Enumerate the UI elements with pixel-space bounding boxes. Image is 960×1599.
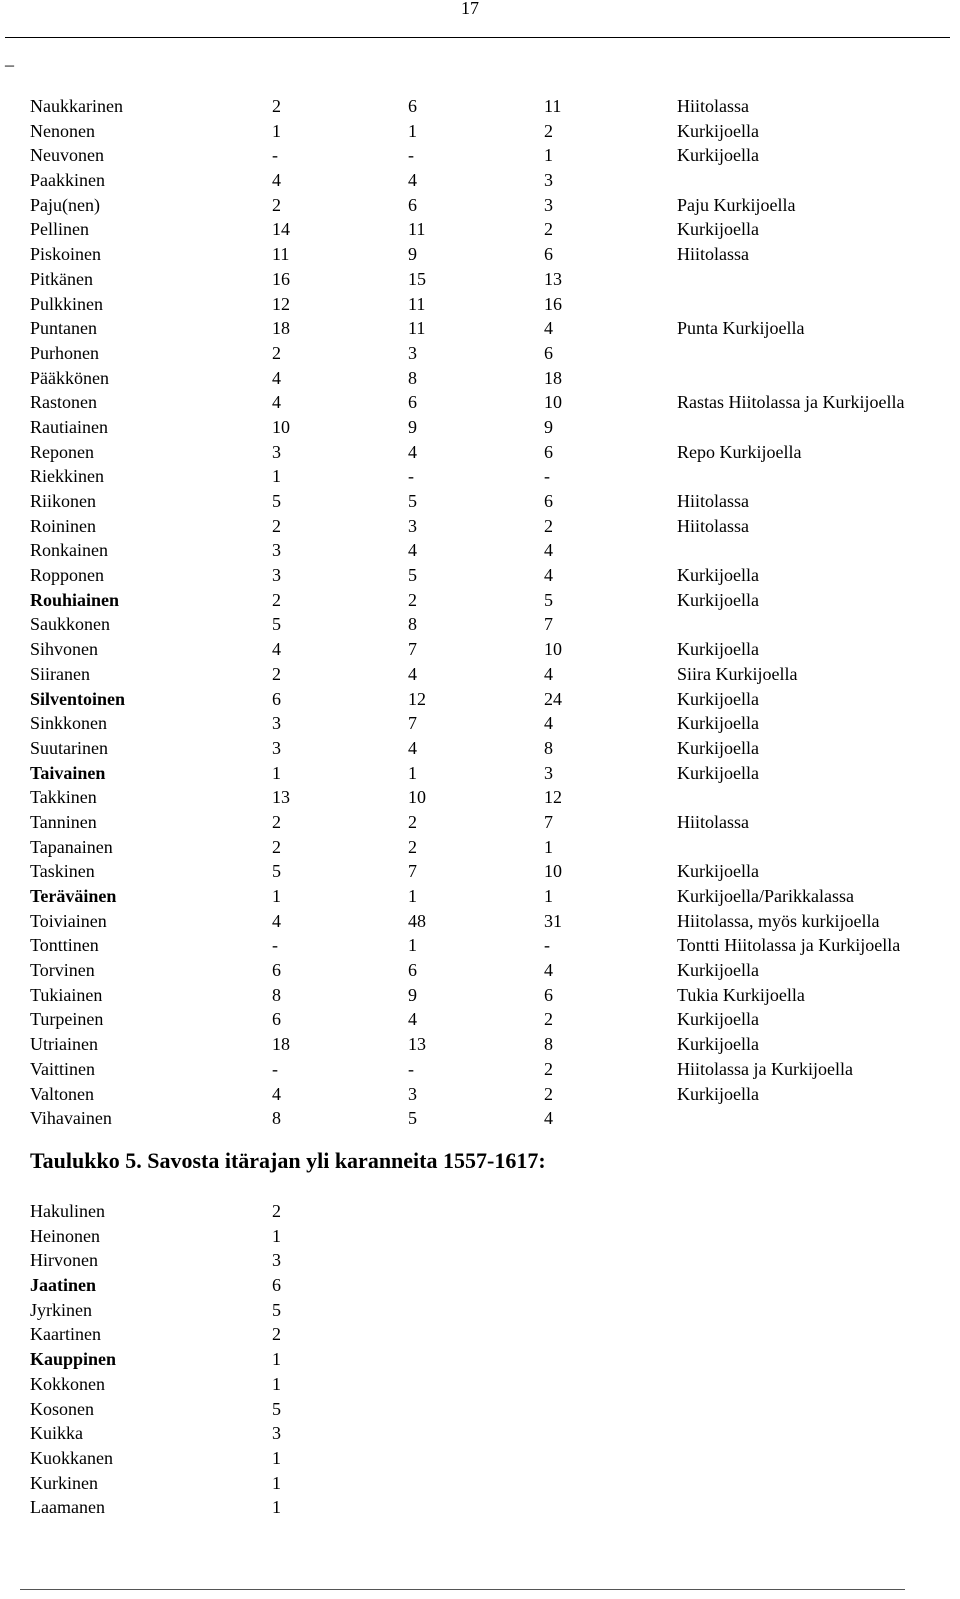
count-cell-2: 8 <box>408 367 417 388</box>
surname-cell: Puntanen <box>30 318 97 339</box>
table-row <box>30 415 955 440</box>
surname-cell: Tonttinen <box>30 935 99 956</box>
count-cell-3: 1 <box>544 886 553 906</box>
count-cell-3: 4 <box>544 1108 553 1129</box>
count-cell-3: 18 <box>544 367 562 388</box>
surname-cell: Kuikka <box>30 1423 83 1444</box>
surname-cell: Reponen <box>30 441 94 462</box>
table-row <box>30 193 955 218</box>
count-cell-2: 8 <box>408 614 417 635</box>
surname-cell: Silventoinen <box>30 688 126 709</box>
count-cell-2: 4 <box>408 737 417 758</box>
place-cell: Repo Kurkijoella <box>677 441 802 462</box>
count-cell-2: 15 <box>408 268 426 289</box>
table-row <box>30 1421 430 1446</box>
place-cell: Kurkijoella <box>677 145 759 166</box>
count-cell-3: 4 <box>544 960 553 981</box>
place-cell: Kurkijoella <box>677 960 759 981</box>
table-row <box>30 785 955 810</box>
table-row <box>30 1298 430 1323</box>
count-cell-3: 4 <box>544 318 553 339</box>
table-row <box>30 1199 430 1224</box>
surname-cell: Sihvonen <box>30 639 99 660</box>
surname-cell: Jyrkinen <box>30 1299 92 1320</box>
count-cell-3: - <box>544 935 550 956</box>
count-cell-1: 4 <box>272 367 281 388</box>
count-cell-2: 6 <box>408 194 417 215</box>
surname-cell: Utriainen <box>30 1034 98 1055</box>
table-row <box>30 1032 955 1057</box>
count-cell-3: 10 <box>544 392 562 413</box>
count-cell-3: - <box>544 466 550 487</box>
table-row <box>30 1273 430 1298</box>
count-cell: 5 <box>272 1299 281 1320</box>
count-cell-2: 4 <box>408 1009 417 1030</box>
surname-cell: Kauppinen <box>30 1349 117 1370</box>
count-cell-3: 2 <box>544 219 553 240</box>
surname-cell: Tukiainen <box>30 984 103 1005</box>
table-row <box>30 859 955 884</box>
place-cell: Kurkijoella <box>677 589 759 610</box>
count-cell-1: 3 <box>272 737 281 758</box>
place-cell: Kurkijoella <box>677 861 759 882</box>
table-row <box>30 612 955 637</box>
table-row <box>30 933 955 958</box>
table-row <box>30 514 955 539</box>
count-cell-2: - <box>408 145 414 166</box>
place-cell: Tukia Kurkijoella <box>677 984 805 1005</box>
surname-cell: Turpeinen <box>30 1009 104 1030</box>
place-cell: Rastas Hiitolassa ja Kurkijoella <box>677 392 905 413</box>
surname-cell: Paakkinen <box>30 170 105 191</box>
count-cell-1: 1 <box>272 466 281 487</box>
count-cell: 1 <box>272 1225 281 1246</box>
count-cell-1: 1 <box>272 762 281 783</box>
count-cell-2: - <box>408 1058 414 1079</box>
surname-cell: Rastonen <box>30 392 97 413</box>
table-row <box>30 119 955 144</box>
count-cell-2: 1 <box>408 935 417 956</box>
surname-cell: Hakulinen <box>30 1201 105 1221</box>
count-cell-3: 3 <box>544 170 553 191</box>
place-cell: Kurkijoella <box>677 565 759 586</box>
count-cell-2: 4 <box>408 663 417 684</box>
count-cell-2: 11 <box>408 293 426 314</box>
table-row <box>30 1446 430 1471</box>
place-cell: Hiitolassa <box>677 491 749 511</box>
count-cell-3: 7 <box>544 811 553 832</box>
count-cell-3: 12 <box>544 787 562 808</box>
table-row <box>30 267 955 292</box>
count-cell-3: 8 <box>544 737 553 758</box>
place-cell: Kurkijoella <box>677 762 759 783</box>
count-cell-3: 4 <box>544 713 553 734</box>
count-cell-3: 2 <box>544 1009 553 1030</box>
table-row <box>30 563 955 588</box>
count-cell: 5 <box>272 1398 281 1419</box>
table-row <box>30 1347 430 1372</box>
surname-cell: Valtonen <box>30 1083 94 1104</box>
count-cell-1: - <box>272 935 278 956</box>
count-cell-3: 2 <box>544 1083 553 1104</box>
place-cell: Kurkijoella <box>677 737 759 758</box>
surname-cell: Piskoinen <box>30 244 102 265</box>
surname-cell: Kosonen <box>30 1398 94 1419</box>
count-cell-1: 4 <box>272 1083 281 1104</box>
count-cell-1: 2 <box>272 589 281 610</box>
surname-cell: Kokkonen <box>30 1373 105 1394</box>
count-cell-1: 6 <box>272 688 281 709</box>
surname-cell: Rouhiainen <box>30 589 120 610</box>
count-cell-2: 5 <box>408 565 417 586</box>
count-cell-3: 10 <box>544 861 562 882</box>
count-cell-3: 13 <box>544 268 562 289</box>
count-cell-1: - <box>272 1058 278 1079</box>
count-cell-2: 2 <box>408 589 417 610</box>
place-cell: Hiitolassa, myös kurkijoella <box>677 910 880 931</box>
table-row <box>30 94 955 119</box>
surname-cell: Ropponen <box>30 565 104 586</box>
count-cell-3: 3 <box>544 762 553 783</box>
table-row <box>30 1471 430 1496</box>
count-cell-1: 8 <box>272 1108 281 1129</box>
surname-cell: Pellinen <box>30 219 89 240</box>
count-cell: 1 <box>272 1472 281 1493</box>
surname-cell: Siiranen <box>30 663 90 684</box>
surname-cell: Saukkonen <box>30 614 110 635</box>
count-cell-2: 11 <box>408 219 426 240</box>
count-cell: 3 <box>272 1250 281 1271</box>
count-cell-1: 18 <box>272 318 290 339</box>
surname-cell: Hirvonen <box>30 1250 98 1271</box>
place-cell: Kurkijoella/Parikkalassa <box>677 886 854 906</box>
table-row <box>30 711 955 736</box>
count-cell-1: 2 <box>272 811 281 832</box>
surname-cell: Teräväinen <box>30 886 117 906</box>
count-cell-2: 3 <box>408 1083 417 1104</box>
count-cell-1: - <box>272 145 278 166</box>
count-cell-1: 1 <box>272 886 281 906</box>
count-cell-3: 1 <box>544 836 553 857</box>
surname-cell: Paju(nen) <box>30 194 100 215</box>
table-row <box>30 1372 430 1397</box>
escapees-table <box>30 1199 430 1520</box>
count-cell-1: 11 <box>272 244 290 265</box>
count-cell-2: 48 <box>408 910 426 931</box>
count-cell-3: 6 <box>544 441 553 462</box>
surname-cell: Ronkainen <box>30 540 108 561</box>
count-cell-1: 4 <box>272 910 281 931</box>
count-cell-3: 1 <box>544 145 553 166</box>
surname-cell: Kaartinen <box>30 1324 101 1345</box>
place-cell: Kurkijoella <box>677 1009 759 1030</box>
surname-cell: Naukkarinen <box>30 96 123 116</box>
count-cell-1: 14 <box>272 219 290 240</box>
count-cell: 1 <box>272 1373 281 1394</box>
count-cell-1: 4 <box>272 639 281 660</box>
count-cell-1: 4 <box>272 392 281 413</box>
count-cell-3: 2 <box>544 515 553 536</box>
surname-cell: Torvinen <box>30 960 95 981</box>
count-cell-3: 6 <box>544 342 553 363</box>
count-cell-1: 16 <box>272 268 290 289</box>
count-cell-3: 4 <box>544 565 553 586</box>
count-cell-2: 5 <box>408 1108 417 1129</box>
count-cell-2: 12 <box>408 688 426 709</box>
table-row <box>30 143 955 168</box>
count-cell-1: 6 <box>272 1009 281 1030</box>
table-row <box>30 390 955 415</box>
header-rule <box>5 37 950 38</box>
surname-cell: Laamanen <box>30 1497 105 1518</box>
place-cell: Hiitolassa <box>677 515 749 536</box>
surname-cell: Neuvonen <box>30 145 104 166</box>
count-cell-3: 31 <box>544 910 562 931</box>
count-cell-2: 2 <box>408 836 417 857</box>
count-cell: 2 <box>272 1201 281 1221</box>
place-cell: Kurkijoella <box>677 639 759 660</box>
table-row <box>30 440 955 465</box>
table-row <box>30 217 955 242</box>
place-cell: Paju Kurkijoella <box>677 194 796 215</box>
table-row <box>30 1495 430 1520</box>
surname-table <box>30 94 955 1131</box>
count-cell-2: 13 <box>408 1034 426 1055</box>
surname-cell: Vaittinen <box>30 1058 95 1079</box>
place-cell: Kurkijoella <box>677 713 759 734</box>
count-cell-1: 4 <box>272 170 281 191</box>
count-cell-2: 9 <box>408 244 417 265</box>
surname-cell: Riekkinen <box>30 466 104 487</box>
count-cell-2: 3 <box>408 342 417 363</box>
table-row <box>30 1082 955 1107</box>
table-row <box>30 662 955 687</box>
count-cell-1: 8 <box>272 984 281 1005</box>
table-row <box>30 489 955 514</box>
count-cell-1: 13 <box>272 787 290 808</box>
table-row <box>30 1322 430 1347</box>
surname-cell: Toiviainen <box>30 910 107 931</box>
count-cell-1: 5 <box>272 861 281 882</box>
count-cell-1: 2 <box>272 96 281 116</box>
surname-cell: Nenonen <box>30 120 95 141</box>
count-cell-2: 1 <box>408 886 417 906</box>
count-cell-1: 6 <box>272 960 281 981</box>
surname-cell: Tanninen <box>30 811 97 832</box>
table-row <box>30 464 955 489</box>
count-cell: 1 <box>272 1349 281 1370</box>
table-row <box>30 1224 430 1249</box>
place-cell: Hiitolassa <box>677 811 749 832</box>
place-cell: Hiitolassa <box>677 244 749 265</box>
surname-cell: Roininen <box>30 515 96 536</box>
table-row <box>30 588 955 613</box>
place-cell: Kurkijoella <box>677 120 759 141</box>
surname-cell: Pitkänen <box>30 268 93 289</box>
surname-cell: Pääkkönen <box>30 367 109 388</box>
count-cell: 1 <box>272 1447 281 1468</box>
table-row <box>30 1057 955 1082</box>
table-row <box>30 761 955 786</box>
count-cell-3: 2 <box>544 1058 553 1079</box>
count-cell-3: 5 <box>544 589 553 610</box>
place-cell: Siira Kurkijoella <box>677 663 798 684</box>
count-cell-1: 2 <box>272 515 281 536</box>
surname-cell: Tapanainen <box>30 836 113 857</box>
count-cell-2: 9 <box>408 416 417 437</box>
count-cell-3: 11 <box>544 96 562 116</box>
count-cell-1: 18 <box>272 1034 290 1055</box>
count-cell-1: 5 <box>272 614 281 635</box>
surname-cell: Kurkinen <box>30 1472 98 1493</box>
surname-cell: Rautiainen <box>30 416 108 437</box>
count-cell-3: 6 <box>544 984 553 1005</box>
surname-cell: Riikonen <box>30 491 96 511</box>
count-cell-3: 6 <box>544 491 553 511</box>
count-cell-1: 10 <box>272 416 290 437</box>
count-cell-2: 7 <box>408 861 417 882</box>
count-cell-2: - <box>408 466 414 487</box>
count-cell-1: 3 <box>272 713 281 734</box>
count-cell-2: 6 <box>408 96 417 116</box>
count-cell-3: 16 <box>544 293 562 314</box>
count-cell-3: 4 <box>544 540 553 561</box>
count-cell-2: 10 <box>408 787 426 808</box>
count-cell-2: 3 <box>408 515 417 536</box>
table-caption: Taulukko 5. Savosta itärajan yli karanneita 1557-1617: <box>30 1148 546 1173</box>
table-row <box>30 341 955 366</box>
table-row <box>30 242 955 267</box>
surname-cell: Takkinen <box>30 787 97 808</box>
surname-cell: Purhonen <box>30 342 99 363</box>
surname-cell: Pulkkinen <box>30 293 104 314</box>
count-cell-2: 4 <box>408 441 417 462</box>
count-cell-2: 4 <box>408 540 417 561</box>
count-cell-3: 6 <box>544 244 553 265</box>
count-cell-2: 7 <box>408 639 417 660</box>
count-cell: 3 <box>272 1423 281 1444</box>
table-row <box>30 884 955 909</box>
place-cell: Kurkijoella <box>677 688 759 709</box>
table-row <box>30 366 955 391</box>
count-cell-1: 3 <box>272 441 281 462</box>
table-row <box>30 958 955 983</box>
count-cell: 1 <box>272 1497 281 1518</box>
count-cell-1: 2 <box>272 194 281 215</box>
count-cell: 2 <box>272 1324 281 1345</box>
count-cell-3: 9 <box>544 416 553 437</box>
count-cell-2: 9 <box>408 984 417 1005</box>
table-row <box>30 1248 430 1273</box>
count-cell-2: 11 <box>408 318 426 339</box>
place-cell: Kurkijoella <box>677 219 759 240</box>
surname-cell: Vihavainen <box>30 1108 112 1129</box>
footer-rule <box>20 1589 905 1590</box>
table-row <box>30 1397 430 1422</box>
count-cell-3: 8 <box>544 1034 553 1055</box>
count-cell-2: 5 <box>408 491 417 511</box>
place-cell: Hiitolassa <box>677 96 749 116</box>
place-cell: Tontti Hiitolassa ja Kurkijoella <box>677 935 901 956</box>
surname-cell: Jaatinen <box>30 1275 97 1296</box>
count-cell-2: 2 <box>408 811 417 832</box>
count-cell-3: 4 <box>544 663 553 684</box>
count-cell: 6 <box>272 1275 281 1296</box>
place-cell: Kurkijoella <box>677 1034 759 1055</box>
count-cell-1: 2 <box>272 836 281 857</box>
table-row <box>30 292 955 317</box>
table-row <box>30 538 955 563</box>
table-row <box>30 316 955 341</box>
count-cell-1: 5 <box>272 491 281 511</box>
count-cell-2: 4 <box>408 170 417 191</box>
surname-cell: Kuokkanen <box>30 1447 113 1468</box>
table-row <box>30 1007 955 1032</box>
table-row <box>30 835 955 860</box>
surname-cell: Taivainen <box>30 762 106 783</box>
count-cell-1: 2 <box>272 663 281 684</box>
count-cell-3: 10 <box>544 639 562 660</box>
place-cell: Kurkijoella <box>677 1083 759 1104</box>
table-row <box>30 1106 955 1131</box>
table-row <box>30 168 955 193</box>
count-cell-1: 3 <box>272 540 281 561</box>
count-cell-2: 6 <box>408 960 417 981</box>
count-cell-3: 2 <box>544 120 553 141</box>
count-cell-2: 7 <box>408 713 417 734</box>
page-number: 17 <box>461 0 479 18</box>
count-cell-1: 2 <box>272 342 281 363</box>
table-row <box>30 736 955 761</box>
table-row <box>30 637 955 662</box>
count-cell-2: 1 <box>408 120 417 141</box>
table-row <box>30 909 955 934</box>
count-cell-1: 12 <box>272 293 290 314</box>
table-row <box>30 810 955 835</box>
count-cell-1: 3 <box>272 565 281 586</box>
header-dash: _ <box>5 48 14 68</box>
surname-cell: Suutarinen <box>30 737 108 758</box>
surname-cell: Taskinen <box>30 861 95 882</box>
place-cell: Punta Kurkijoella <box>677 318 805 339</box>
count-cell-1: 1 <box>272 120 281 141</box>
count-cell-3: 24 <box>544 688 562 709</box>
count-cell-3: 3 <box>544 194 553 215</box>
count-cell-3: 7 <box>544 614 553 635</box>
place-cell: Hiitolassa ja Kurkijoella <box>677 1058 853 1079</box>
table-row <box>30 983 955 1008</box>
table-row <box>30 687 955 712</box>
surname-cell: Sinkkonen <box>30 713 108 734</box>
count-cell-2: 6 <box>408 392 417 413</box>
count-cell-2: 1 <box>408 762 417 783</box>
surname-cell: Heinonen <box>30 1225 100 1246</box>
